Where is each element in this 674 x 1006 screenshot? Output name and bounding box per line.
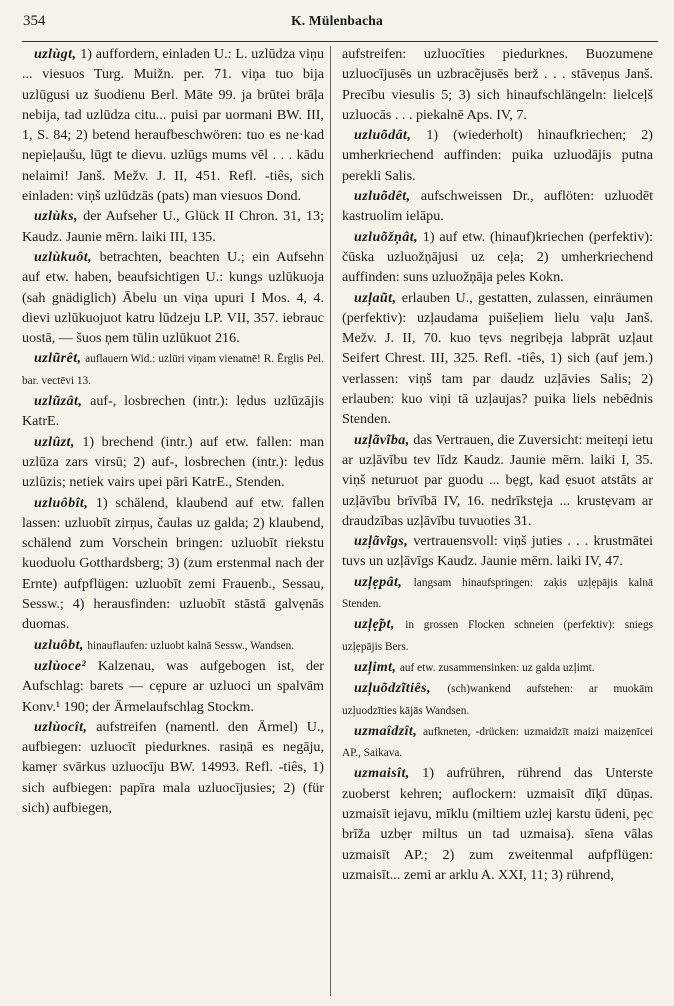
header-rule (22, 41, 658, 42)
dictionary-entry (22, 432, 324, 493)
entry-text: aufschweissen Dr., auflöten: uzluodēt kastruolim ielāpu. (342, 188, 653, 225)
entry-headword: uzļimt, (354, 658, 397, 675)
entry-text: der Aufseher U., Glück II Chron. 31, 13; Kaudz. Jaunie mērn. laiki III, 135. (22, 208, 324, 245)
dictionary-entry (22, 656, 324, 717)
dictionary-entry (342, 721, 653, 764)
entry-text: in grossen Flocken schneien (perfektiv): sniegs uzļẹpājis Bers. (342, 619, 653, 653)
entry-text: langsam hinaufspringen: zaķis uzļẹpājis kalnā Stenden. (342, 576, 653, 611)
entry-headword: uzmaîdzît, (354, 722, 418, 739)
entry-headword: uzlùgt, (34, 46, 77, 62)
entry-headword: uzluôbît, (34, 494, 89, 511)
entry-text: vertrauensvoll: viņš juties . . . krustmātei tuvs un uzļāvīgs Kaudz. Jaunie mērn. laiki IV, 47. (342, 533, 653, 570)
dictionary-entry (342, 614, 653, 657)
entry-text: aufstreifen (namentl. den Ärmel) U., aufbiegen: uzluocīt piedurknes. rasiņā es negāju, kamẹr svārkus uzluocīju BW. 14993. Refl. -tiês, 1) sich aufbiegen: papīra mala uzluocījusies; 2) (für sich) aufbiegen, (22, 718, 324, 816)
entry-text: Kalzenau, was aufgebogen ist, der Aufschlag: barets — cẹpure ar uzluoci un spalvām Konv.¹ 190; der Ärmelaufschlag Stockm. (22, 657, 324, 715)
entry-headword: uzlũzât, (34, 393, 83, 410)
left-column (22, 44, 324, 818)
dictionary-entry (22, 206, 324, 247)
dictionary-entry (22, 635, 324, 656)
entry-text: 1) schälend, klaubend auf etw. fallen lassen: uzluobīt zirņus, čaulas uz galda; 2) klaubend, schälend zum Vorschein bringen: uzluobīt riekstu kuoduolu Gotthardsberg; 3) (zum erstenmal nach der Ernte) aufpflügen: uzluobīt zemi Frauenb., Sessau, Sessw.; 4) herausfinden: uzluobīt stāstā galvẹnās duomas. (22, 494, 324, 633)
entry-headword: uzluõdât, (354, 127, 412, 144)
dictionary-entry (342, 288, 653, 430)
entry-text: auf etw. zusammensinken: uz galda uzļimt. (399, 661, 595, 674)
right-column (342, 44, 653, 885)
entry-headword: uzļuõdzĩtiês, (354, 680, 431, 697)
dictionary-entry (22, 44, 324, 206)
page-number: 354 (23, 13, 46, 29)
entry-headword: uzluôbt, (34, 636, 84, 653)
entry-headword: uzlùocît, (34, 718, 88, 735)
entry-headword: uzļẹ̃pt, (354, 616, 395, 633)
entry-headword: uzļãvĩgs, (354, 533, 409, 550)
entry-headword: uzlùkuôt, (34, 248, 93, 265)
entry-text: das Vertrauen, die Zuversicht: meiteņi ietu ar uzļāvību tev līdz Kaudz. Jaunie mērn. laiki I, 35. viņš neturuot par guodu ... bẹgt, kad ẹsuot atstāts ar uzļāvību brīvībā IV, 16. nedrīkstẹja ... krustẹvam ar draudzības uzļāvību tuvuoties 31. (342, 431, 653, 529)
entry-text: betrachten, beachten U.; ein Aufsehn auf etw. haben, beaufsichtigen U.: kungs uzlūkuoja (sah gnädiglich) Ābelu un viņa upuri I Mos. 4, 4. dievi uzlūkuojuot katru lūdzeju LP. VII, 357. iebrauc uostā, — šuos ņem tūlin uzlūkuot 216. (22, 248, 324, 347)
dictionary-entry (22, 493, 324, 635)
entry-text: auflauern Wid.: uzlūri viņam vienatnē! R. Ērglis Pel. bar. vectēvi 13. (22, 353, 324, 387)
dictionary-entry (342, 657, 653, 678)
entry-headword: uzmaisît, (354, 765, 410, 782)
dictionary-entry (342, 531, 653, 572)
entry-text: erlauben U., gestatten, zulassen, einräumen (perfektiv): uzļaudama puišeļiem lielu vaļu Janš. Mežv. J. II, 70. kuo tẹvs negribẹja labprāt uzļaut Seifert Chrest. III, 325. Refl. -tiês, 1) sich (auf jem.) verlassen: viņš tam par daudz uzļāvies Salis; 2) erlauben: kuo viņi tā uzļaujas? puika liels nebēdnis Stenden. (342, 289, 653, 428)
dictionary-entry (342, 227, 653, 288)
entry-text: hinauflaufen: uzluobt kalnā Sessw., Wandsen. (87, 639, 295, 652)
entry-headword: uzluõdêt, (354, 188, 411, 205)
entry-text: 1) aufrühren, rührend das Unterste zuoberst kehren; auflockern: uzmaisīt dīķī dūņas. uzmaisīt iejavu, mīklu (miltiem uzlej karstu ūdeni, pẹc brīža uzbẹr miltus un tad uzmaisa). sīena vālas uzmaisīt AP.; 2) zum zweitenmal aufpflügen: uzmaisīt... zemi ar arklu A. XXI, 11; 3) rührend, (342, 765, 653, 883)
entry-text: 1) auf etw. (hinauf)kriechen (perfektiv): čūska uzluožņājusi uz ceļa; 2) umherkriechend auffinden: suns uzluožņāja peles Kokn. (342, 228, 653, 286)
dictionary-entry (22, 391, 324, 432)
dictionary-entry (342, 763, 653, 885)
entry-text: (sch)wankend aufstehen: ar muokām uzļuodzīties kājās Wandsen. (342, 683, 653, 717)
entry-headword: uzlùoce² (34, 657, 87, 674)
dictionary-entry (22, 348, 324, 391)
entry-headword: uzluõžņât, (354, 228, 418, 245)
entry-text: aufstreifen: uzluocīties piedurknes. Buozumene uzluocījusēs un uzbracẽjusēs berž . . . stāveņus Janš. Precību viesulis 5; 3) sich hinaufschlängeln: lielceļš uzluocās . . . piekalnē Aps. IV, 7. (342, 46, 653, 123)
dictionary-entry (342, 430, 653, 531)
dictionary-entry (22, 717, 324, 818)
dictionary-entry (342, 572, 653, 615)
entry-headword: uzļaũt, (354, 289, 397, 306)
dictionary-entry (22, 247, 324, 348)
entry-text: 1) brechend (intr.) auf etw. fallen: man uzlūza zars virsū; 2) auf-, losbrechen (intr.): lẹdus uzlūzis; netiek vairs upei pāri KatrE., Stenden. (22, 433, 324, 491)
dictionary-entry (342, 44, 653, 125)
entry-text: 1) auffordern, einladen U.: L. uzlūdza viņu ... viesuos Turg. Muižn. per. 71. viņa tuo bija uzlūgusi uz šuodienu Berl. Māte 99. ja brūtei brāļa nebija, tad uzlūdza citu... puisi par uormani BW. III, 1, S. 84; 2) betend heraufbeschwören: tuo es ne·kad nepieļaušu, lūgt te dievu. uzlūgs mums vēl . . . kādu nelaimi! Janš. Mežv. J. II, 451. Refl. -tiês, sich einladen: viņš uzlūdzās (pats) man viesuos Dond. (22, 46, 324, 205)
dictionary-entry (342, 125, 653, 186)
entry-headword: uzlũrêt, (34, 350, 82, 367)
entry-headword: uzļãvĩba, (354, 431, 410, 448)
running-head: K. Mülenbacha (291, 13, 383, 28)
entry-headword: uzlùks, (34, 208, 78, 225)
entry-text: auf-, losbrechen (intr.): lẹdus uzlūzājis KatrE. (22, 393, 324, 430)
column-divider (330, 46, 331, 996)
entry-headword: uzļẹpât, (354, 573, 403, 590)
dictionary-entry (342, 678, 653, 721)
entry-headword: uzlûzt, (34, 433, 75, 450)
entry-text: aufkneten, -drücken: uzmaidzīt maizi maizẹnīcei AP., Saikava. (342, 725, 653, 760)
dictionary-entry (342, 186, 653, 227)
entry-text: 1) (wiederholt) hinaufkriechen; 2) umherkriechend auffinden: puika uzluodājis putna perekli Salis. (342, 127, 653, 184)
